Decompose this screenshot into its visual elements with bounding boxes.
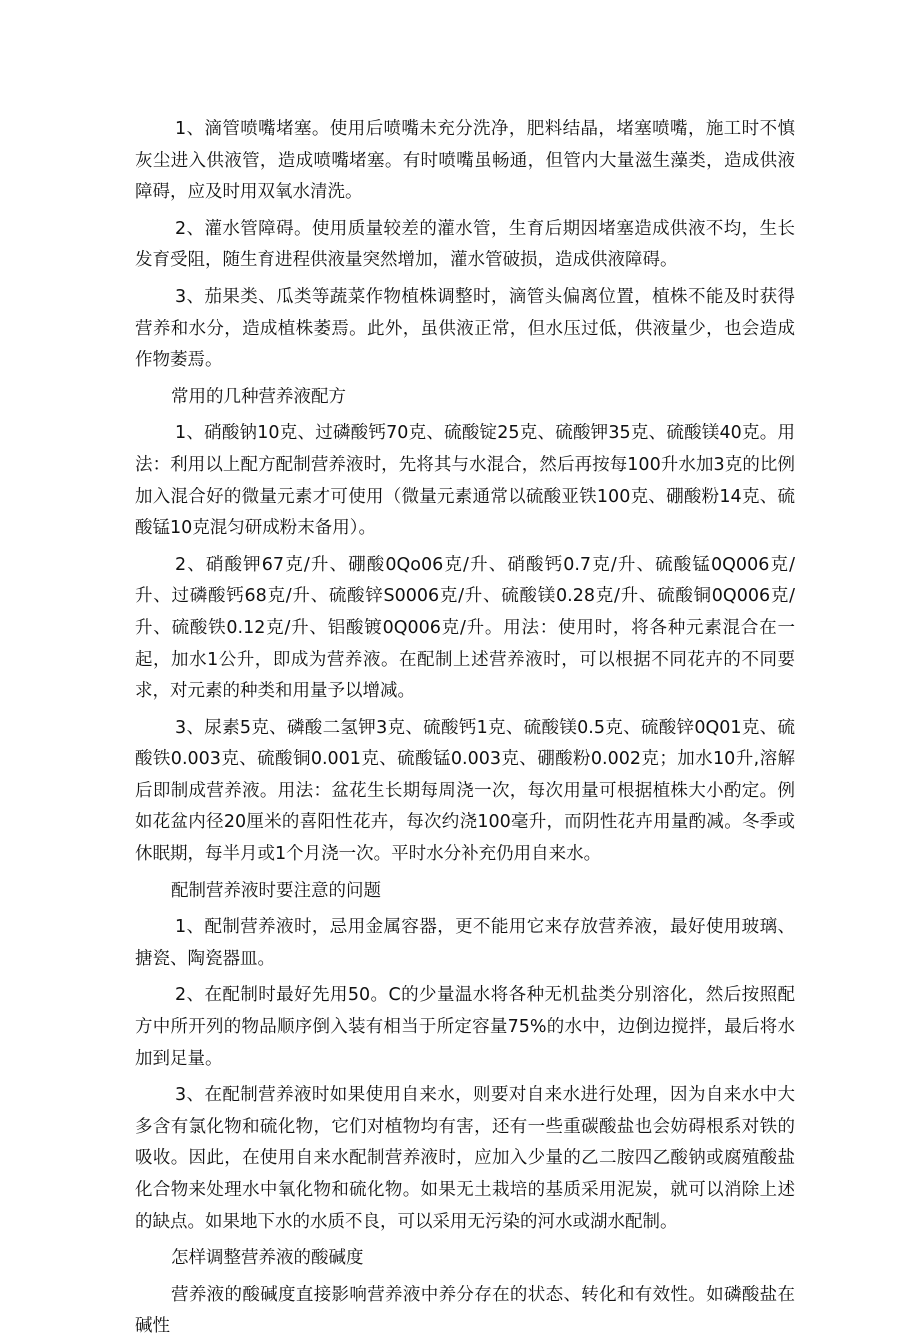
paragraph-irrigation-pipe-fault: 2、灌水管障碍。使用质量较差的灌水管，生育后期因堵塞造成供液不均，生长发育受阻，随生育进程供液量突然增加，灌水管破损，造成供液障碍。 bbox=[135, 218, 795, 271]
paragraph-plant-wilting: 3、茄果类、瓜类等蔬菜作物植株调整时，滴管头偏离位置，植株不能及时获得营养和水分，造成植株萎焉。此外，虽供液正常，但水压过低，供液量少，也会造成作物萎焉。 bbox=[135, 286, 795, 371]
section-heading-ph-adjust: 怎样调整营养液的酸碱度 bbox=[171, 1248, 364, 1269]
paragraph-ph-intro: 营养液的酸碱度直接影响营养液中养分存在的状态、转化和有效性。如磷酸盐在碱性 bbox=[135, 1284, 795, 1337]
document-body bbox=[135, 114, 795, 1343]
paragraph-precaution-3: 3、在配制营养液时如果使用自来水，则要对自来水进行处理，因为自来水中大多含有氯化物和硫化物，它们对植物均有害，还有一些重碳酸盐也会妨碍根系对铁的吸收。因此，在使用自来水配制营养液时，应加入少量的乙二胺四乙酸钠或腐殖酸盐化合物来处理水中氧化物和硫化物。如果无土栽培的基质采用泥炭，就可以消除上述的缺点。如果地下水的水质不良，可以采用无污染的河水或湖水配制。 bbox=[135, 1085, 795, 1232]
paragraph-formula-1: 1、硝酸钠10克、过磷酸钙70克、硫酸锭25克、硫酸钾35克、硫酸镁40克。用法：利用以上配方配制营养液时，先将其与水混合，然后再按每100升水加3克的比例加入混合好的微量元素才可使用（微量元素通常以硫酸亚铁100克、硼酸粉14克、硫酸锰10克混匀研成粉末备用）。 bbox=[135, 423, 795, 539]
paragraph-formula-2: 2、硝酸钾67克/升、硼酸0Qo06克/升、硝酸钙0.7克/升、硫酸锰0Q006克/升、过磷酸钙68克/升、硫酸锌S0006克/升、硫酸镁0.28克/升、硫酸铜0Q006克/升、硫酸铁0.12克/升、铝酸镀0Q006克/升。用法：使用时，将各种元素混合在一起，加水1公升，即成为营养液。在配制上述营养液时，可以根据不同花卉的不同要求，对元素的种类和用量予以增减。 bbox=[135, 554, 795, 702]
section-heading-precautions: 配制营养液时要注意的问题 bbox=[171, 880, 381, 901]
section-heading-formulas: 常用的几种营养液配方 bbox=[171, 386, 346, 407]
paragraph-precaution-1: 1、配制营养液时，忌用金属容器，更不能用它来存放营养液，最好使用玻璃、搪瓷、陶瓷器皿。 bbox=[135, 917, 795, 969]
paragraph-precaution-2: 2、在配制时最好先用50。C的少量温水将各种无机盐类分别溶化，然后按照配方中所开列的物品顺序倒入装有相当于所定容量75%的水中，边倒边搅拌，最后将水加到足量。 bbox=[135, 985, 795, 1069]
paragraph-drip-nozzle-clog: 1、滴管喷嘴堵塞。使用后喷嘴未充分洗净，肥料结晶，堵塞喷嘴，施工时不慎灰尘进入供液管，造成喷嘴堵塞。有时喷嘴虽畅通，但管内大量滋生藻类，造成供液障碍，应及时用双氧水清洗。 bbox=[135, 119, 795, 203]
paragraph-formula-3: 3、尿素5克、磷酸二氢钾3克、硫酸钙1克、硫酸镁0.5克、硫酸锌0Q01克、硫酸铁0.003克、硫酸铜0.001克、硫酸锰0.003克、硼酸粉0.002克；加水10升,溶解后即制成营养液。用法：盆花生长期每周浇一次，每次用量可根据植株大小酌定。例如花盆内径20厘米的喜阳性花卉，每次约浇100毫升，而阴性花卉用量酌减。冬季或休眠期，每半月或1个月浇一次。平时水分补充仍用自来水。 bbox=[135, 717, 795, 865]
